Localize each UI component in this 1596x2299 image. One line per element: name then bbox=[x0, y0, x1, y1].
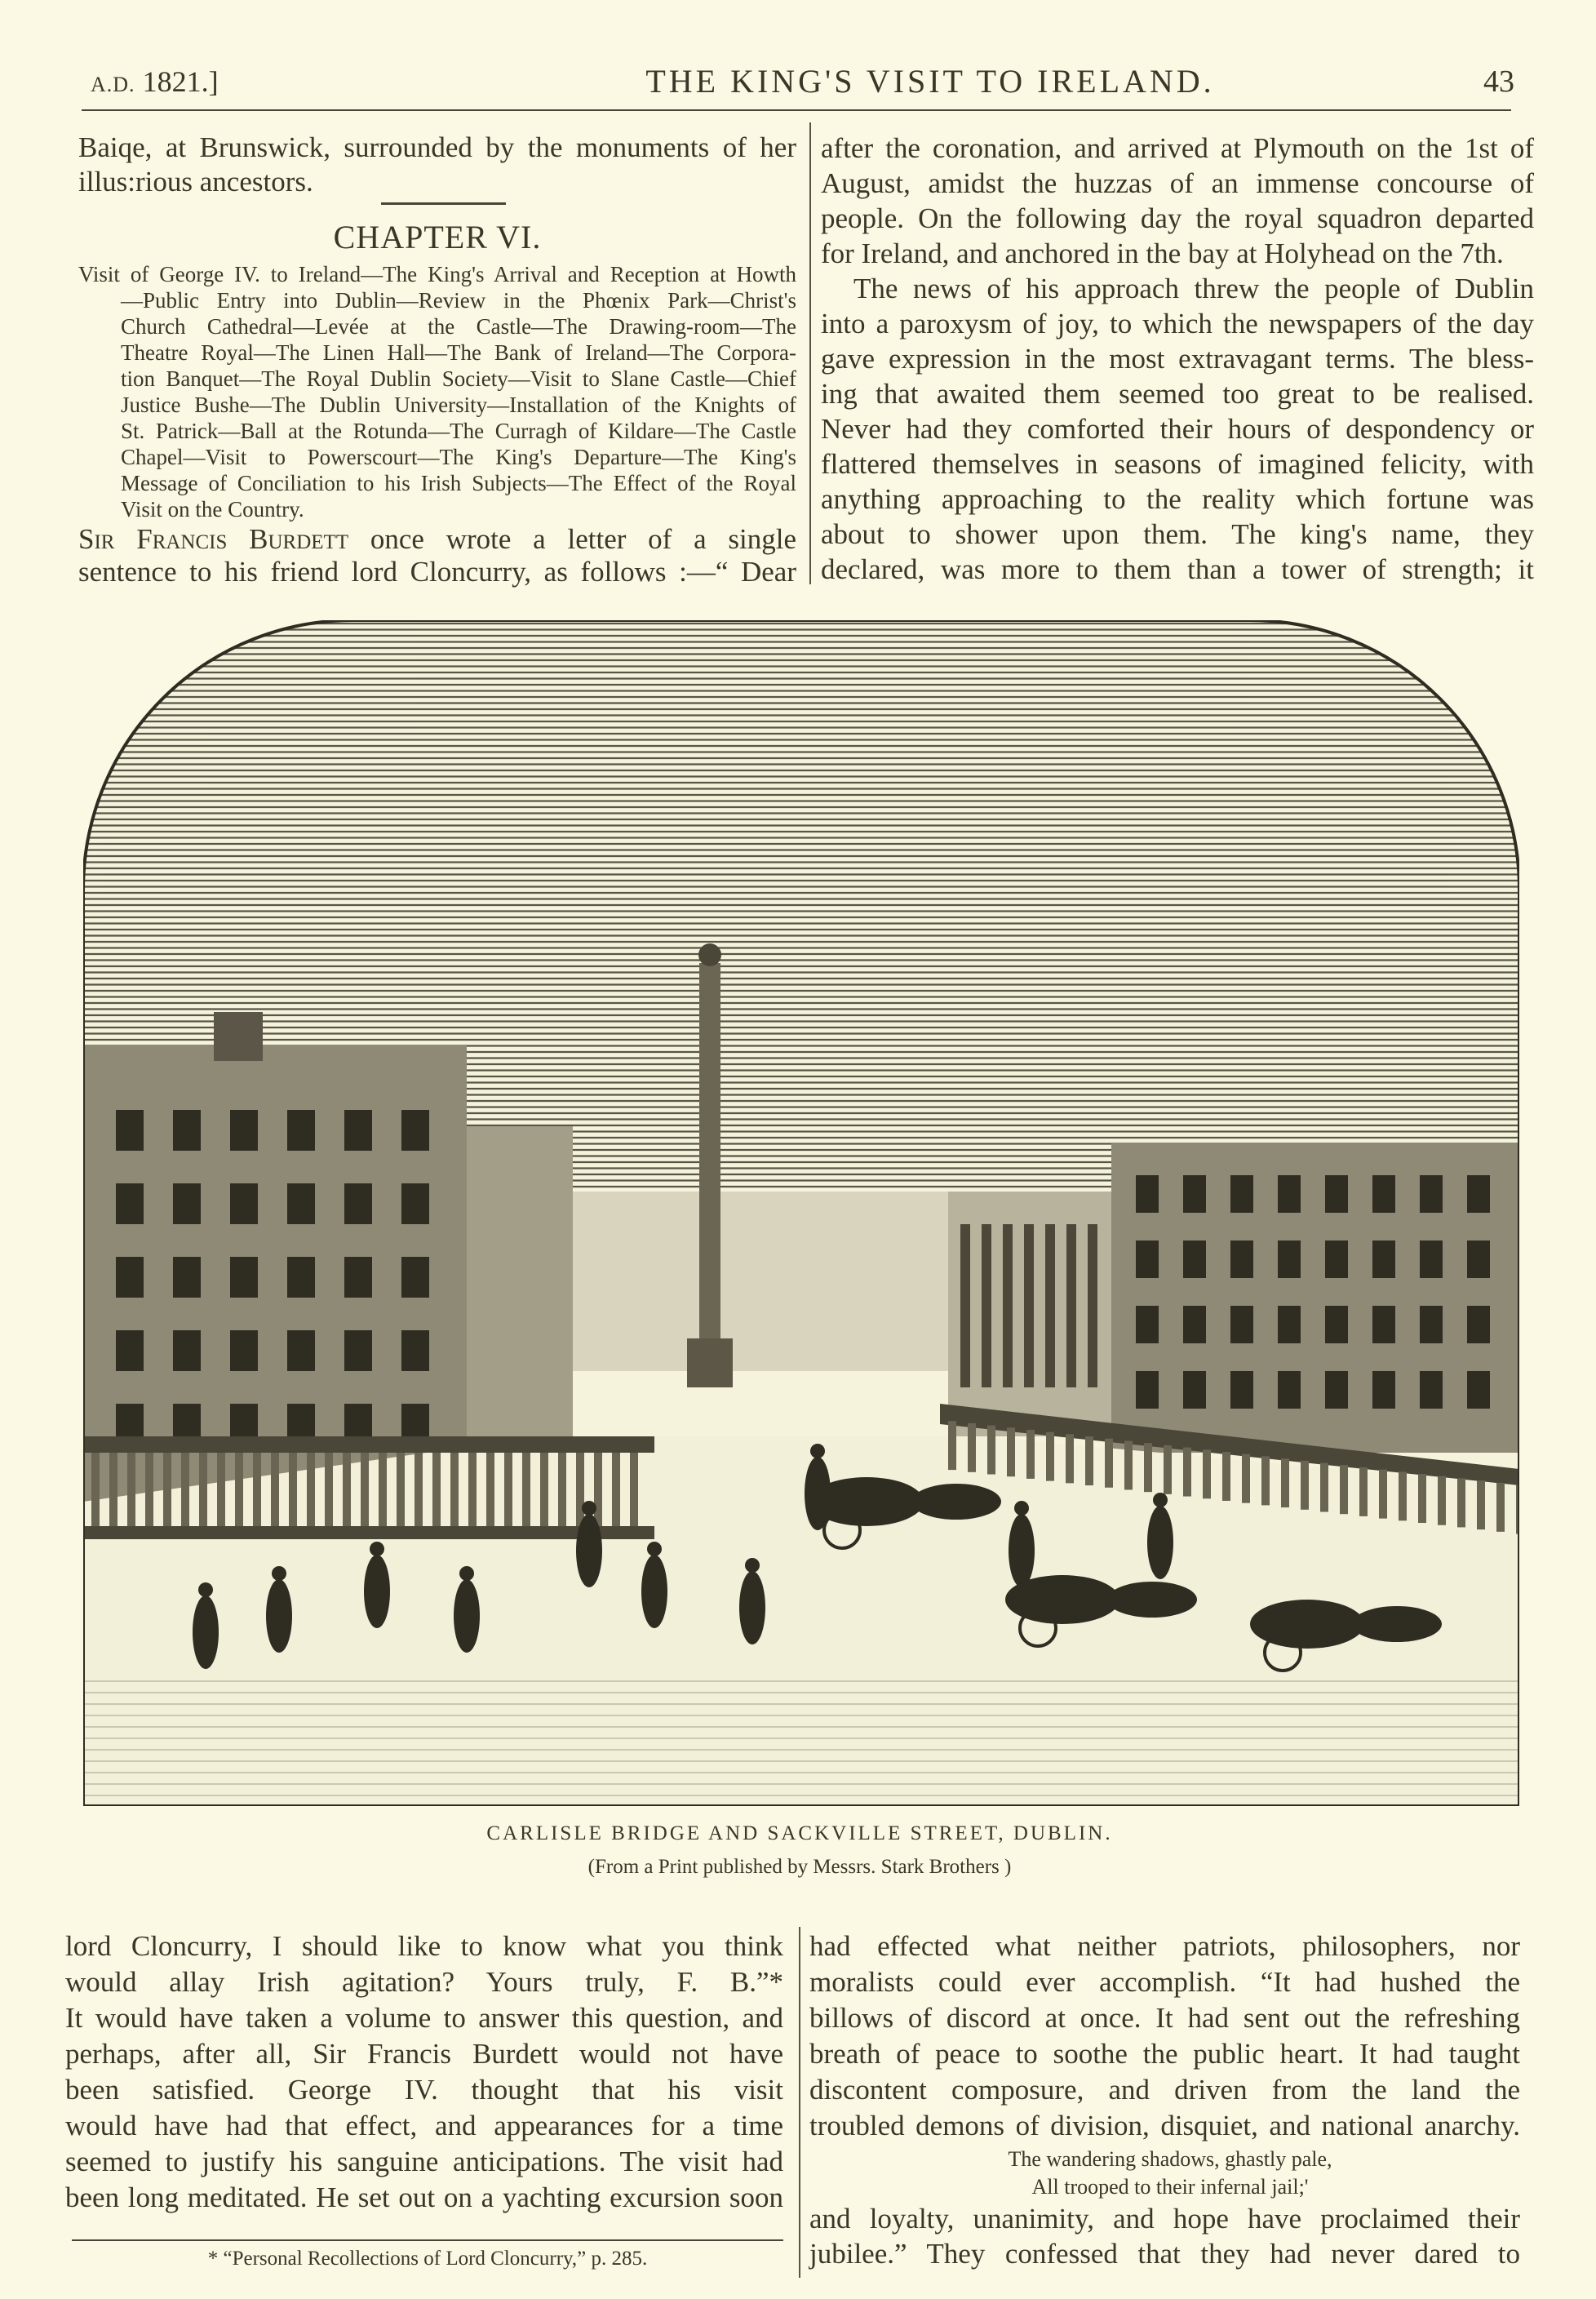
pedestrian bbox=[364, 1555, 390, 1628]
text-line: Message of Conciliation to his Irish Subjects—The Effect of the Royal bbox=[121, 471, 796, 495]
chapter-summary bbox=[78, 261, 796, 522]
opening-rest: once wrote a letter of a single bbox=[348, 523, 796, 555]
horse bbox=[1107, 1582, 1197, 1618]
window bbox=[1278, 1240, 1301, 1278]
text-line: anything approaching to the reality which fortune was bbox=[821, 483, 1534, 515]
window bbox=[230, 1257, 258, 1298]
baluster bbox=[486, 1453, 494, 1526]
window bbox=[1230, 1240, 1253, 1278]
window-column bbox=[982, 1224, 991, 1387]
baluster bbox=[1438, 1476, 1446, 1525]
distant-street bbox=[540, 1192, 997, 1371]
left-balustrade-base bbox=[83, 1526, 654, 1539]
text-line: declared, was more to them than a tower of strength; it bbox=[821, 553, 1534, 585]
baluster bbox=[217, 1453, 225, 1526]
pedestrian-head bbox=[810, 1444, 825, 1458]
window bbox=[173, 1110, 201, 1151]
right-column-top bbox=[821, 131, 1534, 587]
pedestrian bbox=[641, 1555, 667, 1628]
baluster bbox=[1379, 1470, 1387, 1519]
baluster bbox=[1124, 1440, 1133, 1489]
baluster bbox=[181, 1453, 189, 1526]
text-line: and loyalty, unanimity, and hope have proclaimed their bbox=[809, 2203, 1520, 2235]
window bbox=[1420, 1175, 1443, 1213]
window bbox=[1372, 1306, 1395, 1343]
window bbox=[401, 1110, 429, 1151]
column-divider-bottom bbox=[799, 1927, 800, 2278]
text-line: about to shower upon them. The king's name, they bbox=[821, 518, 1534, 550]
chimney bbox=[214, 1012, 263, 1061]
left-column-bottom bbox=[65, 1928, 783, 2216]
right-column-bottom bbox=[809, 1928, 1520, 2144]
opening-line bbox=[78, 523, 796, 556]
pedestrian bbox=[1147, 1506, 1173, 1579]
window-column bbox=[1003, 1224, 1013, 1387]
engraving-content bbox=[83, 620, 1519, 1806]
text-line: after the coronation, and arrived at Plymouth on the 1st of bbox=[821, 132, 1534, 164]
window bbox=[344, 1183, 372, 1224]
baluster bbox=[289, 1453, 297, 1526]
window bbox=[287, 1330, 315, 1371]
opening-line-2: sentence to his friend lord Cloncurry, as follows :—“ Dear bbox=[78, 556, 796, 588]
text-line: moralists could ever accomplish. “It had hushed the bbox=[809, 1966, 1520, 1998]
window bbox=[1325, 1240, 1348, 1278]
baluster bbox=[504, 1453, 512, 1526]
right-building-facade bbox=[1111, 1143, 1519, 1453]
baluster bbox=[199, 1453, 207, 1526]
baluster bbox=[361, 1453, 369, 1526]
baluster bbox=[1105, 1439, 1113, 1488]
pedestrian-head bbox=[272, 1566, 286, 1581]
window bbox=[173, 1330, 201, 1371]
text-line: for Ireland, and anchored in the bay at Holyhead on the 7th. bbox=[821, 237, 1504, 269]
window bbox=[116, 1330, 144, 1371]
window-column bbox=[1088, 1224, 1097, 1387]
poem-line-2: All trooped to their infernal jail;' bbox=[1031, 2175, 1309, 2199]
window bbox=[173, 1257, 201, 1298]
window bbox=[287, 1183, 315, 1224]
baluster bbox=[379, 1453, 387, 1526]
pedestrian-head bbox=[198, 1582, 213, 1597]
baluster bbox=[558, 1453, 566, 1526]
window bbox=[1136, 1175, 1159, 1213]
baluster bbox=[1164, 1445, 1172, 1494]
text-line: The news of his approach threw the people of Dublin bbox=[853, 273, 1534, 304]
window bbox=[287, 1110, 315, 1151]
window bbox=[116, 1183, 144, 1224]
horse bbox=[1352, 1606, 1442, 1642]
window bbox=[1325, 1175, 1348, 1213]
text-line: into a paroxysm of joy, to which the newspapers of the day bbox=[821, 308, 1534, 340]
baluster bbox=[468, 1453, 477, 1526]
window bbox=[116, 1110, 144, 1151]
text-line: discontent composure, and driven from the land the bbox=[809, 2074, 1520, 2106]
text-line: Visit on the Country. bbox=[121, 497, 304, 521]
window bbox=[401, 1330, 429, 1371]
baluster bbox=[343, 1453, 351, 1526]
window bbox=[1278, 1306, 1301, 1343]
baluster bbox=[1457, 1478, 1465, 1527]
text-line: —Public Entry into Dublin—Review in the Phœnix Park—Christ's bbox=[121, 288, 796, 313]
baluster bbox=[1301, 1461, 1309, 1510]
text-line: It would have taken a volume to answer this question, and bbox=[65, 2002, 783, 2034]
baluster bbox=[325, 1453, 333, 1526]
illustration-credit: (From a Print published by Messrs. Stark Brothers ) bbox=[587, 1856, 1012, 1878]
pedestrian-head bbox=[1153, 1493, 1168, 1507]
window bbox=[1372, 1240, 1395, 1278]
window bbox=[1467, 1240, 1490, 1278]
text-line: lord Cloncurry, I should like to know what you think bbox=[65, 1930, 783, 1962]
baluster bbox=[432, 1453, 441, 1526]
window bbox=[1230, 1371, 1253, 1409]
baluster bbox=[1261, 1456, 1270, 1505]
window bbox=[401, 1257, 429, 1298]
window bbox=[1278, 1371, 1301, 1409]
window bbox=[1183, 1240, 1206, 1278]
text-line: had effected what neither patriots, philosophers, nor bbox=[809, 1930, 1520, 1962]
baluster bbox=[1418, 1474, 1426, 1523]
right-column-bottom-continued bbox=[809, 2201, 1520, 2271]
pedestrian bbox=[739, 1571, 765, 1644]
nelson-pillar bbox=[699, 963, 720, 1371]
text-line: breath of peace to soothe the public heart. It had taught bbox=[809, 2038, 1520, 2070]
chapter-opening bbox=[78, 523, 796, 588]
pedestrian-head bbox=[647, 1542, 662, 1556]
horse bbox=[911, 1484, 1001, 1520]
baluster bbox=[91, 1453, 100, 1526]
pillar-base bbox=[687, 1338, 733, 1387]
window bbox=[1325, 1306, 1348, 1343]
baluster bbox=[1203, 1449, 1211, 1498]
window bbox=[1183, 1306, 1206, 1343]
baluster bbox=[948, 1421, 956, 1470]
text-line: Baiqe, at Brunswick, surrounded by the monuments of her bbox=[78, 131, 796, 163]
engraving-carlisle-bridge bbox=[83, 620, 1519, 1806]
baluster bbox=[271, 1453, 279, 1526]
year: 1821.] bbox=[142, 65, 219, 98]
window bbox=[230, 1183, 258, 1224]
baluster bbox=[253, 1453, 261, 1526]
text-line: Church Cathedral—Levée at the Castle—The Drawing-room—The bbox=[121, 314, 796, 339]
baluster bbox=[415, 1453, 423, 1526]
baluster bbox=[1026, 1430, 1035, 1479]
text-line: Chapel—Visit to Powerscourt—The King's Departure—The King's bbox=[121, 445, 796, 469]
illustration-caption: CARLISLE BRIDGE AND SACKVILLE STREET, DUBLIN. bbox=[486, 1822, 1113, 1844]
header-rule bbox=[82, 109, 1511, 111]
window bbox=[1278, 1175, 1301, 1213]
window bbox=[1230, 1175, 1253, 1213]
text-line: St. Patrick—Ball at the Rotunda—The Curragh of Kildare—The Castle bbox=[121, 419, 796, 443]
window-column bbox=[1045, 1224, 1055, 1387]
baluster bbox=[968, 1423, 976, 1472]
baluster bbox=[397, 1453, 405, 1526]
footnote-rule bbox=[72, 2239, 783, 2241]
baluster bbox=[1281, 1458, 1289, 1507]
baluster bbox=[235, 1453, 243, 1526]
baluster bbox=[630, 1453, 638, 1526]
window-column bbox=[960, 1224, 970, 1387]
baluster bbox=[576, 1453, 584, 1526]
window bbox=[1467, 1175, 1490, 1213]
pedestrian-head bbox=[1014, 1501, 1029, 1516]
baluster bbox=[1477, 1480, 1485, 1529]
window bbox=[1136, 1240, 1159, 1278]
text-line: Visit of George IV. to Ireland—The King's Arrival and Reception at Howth bbox=[78, 262, 796, 286]
page-number: 43 bbox=[1483, 64, 1514, 99]
text-line: August, amidst the huzzas of an immense concourse of bbox=[821, 167, 1534, 199]
window bbox=[1183, 1175, 1206, 1213]
baluster bbox=[1183, 1448, 1191, 1497]
baluster bbox=[612, 1453, 620, 1526]
window bbox=[116, 1257, 144, 1298]
baluster bbox=[1144, 1443, 1152, 1492]
window bbox=[1420, 1371, 1443, 1409]
baluster bbox=[522, 1453, 530, 1526]
window bbox=[230, 1110, 258, 1151]
baluster bbox=[450, 1453, 459, 1526]
baluster bbox=[1359, 1467, 1368, 1516]
window bbox=[1467, 1371, 1490, 1409]
pedestrian-head bbox=[370, 1542, 384, 1556]
window bbox=[1136, 1371, 1159, 1409]
baluster bbox=[1066, 1434, 1074, 1483]
baluster bbox=[145, 1453, 153, 1526]
baluster bbox=[1242, 1454, 1250, 1503]
text-line: perhaps, after all, Sir Francis Burdett would not have bbox=[65, 2038, 783, 2070]
window bbox=[1467, 1306, 1490, 1343]
running-header-date bbox=[91, 59, 219, 108]
window bbox=[1325, 1371, 1348, 1409]
baluster bbox=[1046, 1432, 1054, 1481]
text-line: Never had they comforted their hours of despondency or bbox=[821, 413, 1534, 445]
running-header-title: THE KING'S VISIT TO IRELAND. bbox=[645, 63, 1215, 100]
window bbox=[1420, 1240, 1443, 1278]
window bbox=[1136, 1306, 1159, 1343]
window bbox=[1230, 1306, 1253, 1343]
baluster bbox=[540, 1453, 548, 1526]
window-column bbox=[1066, 1224, 1076, 1387]
window bbox=[1372, 1371, 1395, 1409]
pedestrian bbox=[576, 1514, 602, 1587]
window bbox=[1420, 1306, 1443, 1343]
poem-line-1: The wandering shadows, ghastly pale, bbox=[1008, 2147, 1332, 2171]
opening-name: Sir Francis Burdett bbox=[78, 523, 349, 555]
text-line: Theatre Royal—The Linen Hall—The Bank of Ireland—The Corpora- bbox=[121, 340, 796, 365]
window bbox=[344, 1110, 372, 1151]
baluster bbox=[109, 1453, 117, 1526]
baluster bbox=[307, 1453, 315, 1526]
left-balustrade-rail bbox=[83, 1436, 654, 1453]
chapter-title: CHAPTER VI. bbox=[333, 219, 542, 255]
baluster bbox=[127, 1453, 135, 1526]
year-prefix: A.D. bbox=[91, 73, 135, 96]
baluster bbox=[987, 1426, 995, 1475]
text-line: illus:rious ancestors. bbox=[78, 166, 313, 198]
window bbox=[173, 1183, 201, 1224]
window bbox=[344, 1257, 372, 1298]
footnote: * “Personal Recollections of Lord Cloncurry,” p. 285. bbox=[207, 2248, 648, 2270]
text-line: been long meditated. He set out on a yachting excursion soon bbox=[65, 2181, 783, 2213]
left-column-top bbox=[78, 131, 796, 199]
baluster bbox=[1320, 1463, 1328, 1512]
text-line: jubilee.” They confessed that they had never dared to bbox=[809, 2238, 1520, 2270]
text-line: would allay Irish agitation? Yours truly, F. B.”* bbox=[65, 1966, 783, 1998]
text-line: ing that awaited them seemed too great to be realised. bbox=[821, 378, 1534, 410]
text-line: seemed to justify his sanguine anticipations. The visit had bbox=[65, 2146, 783, 2177]
pedestrian-head bbox=[582, 1501, 596, 1516]
text-line: been satisfied. George IV. thought that his visit bbox=[65, 2074, 783, 2106]
baluster bbox=[1007, 1427, 1015, 1476]
baluster bbox=[594, 1453, 602, 1526]
baluster bbox=[1222, 1452, 1230, 1501]
text-line: flattered themselves in seasons of imagined felicity, with bbox=[821, 448, 1534, 480]
text-line: gave expression in the most extravagant terms. The bless- bbox=[821, 343, 1534, 375]
baluster bbox=[1085, 1436, 1093, 1485]
text-line: would have had that effect, and appearances for a time bbox=[65, 2110, 783, 2141]
pedestrian-head bbox=[745, 1558, 760, 1573]
text-line: Justice Bushe—The Dublin University—Installation of the Knights of bbox=[121, 393, 796, 417]
baluster bbox=[1496, 1483, 1505, 1532]
pedestrian bbox=[454, 1579, 480, 1653]
window-column bbox=[1024, 1224, 1034, 1387]
baluster bbox=[163, 1453, 171, 1526]
text-line: tion Banquet—The Royal Dublin Society—Visit to Slane Castle—Chief bbox=[121, 366, 796, 391]
window bbox=[401, 1183, 429, 1224]
pedestrian-head bbox=[459, 1566, 474, 1581]
pedestrian bbox=[193, 1596, 219, 1669]
text-line: billows of discord at once. It had sent out the refreshing bbox=[809, 2002, 1520, 2034]
window bbox=[1372, 1175, 1395, 1213]
baluster bbox=[1340, 1465, 1348, 1514]
window bbox=[1183, 1371, 1206, 1409]
text-line: troubled demons of division, disquiet, and national anarchy. bbox=[809, 2110, 1520, 2141]
window bbox=[230, 1330, 258, 1371]
poem-quote bbox=[925, 2146, 1415, 2201]
window bbox=[344, 1330, 372, 1371]
window bbox=[287, 1257, 315, 1298]
left-building-side bbox=[467, 1126, 573, 1469]
baluster bbox=[1399, 1471, 1407, 1520]
pedestrian bbox=[266, 1579, 292, 1653]
pillar-statue bbox=[698, 943, 721, 966]
pedestrian bbox=[1009, 1514, 1035, 1587]
text-line: people. On the following day the royal squadron departed bbox=[821, 202, 1534, 234]
section-rule bbox=[381, 202, 506, 205]
column-divider-top bbox=[809, 122, 811, 584]
